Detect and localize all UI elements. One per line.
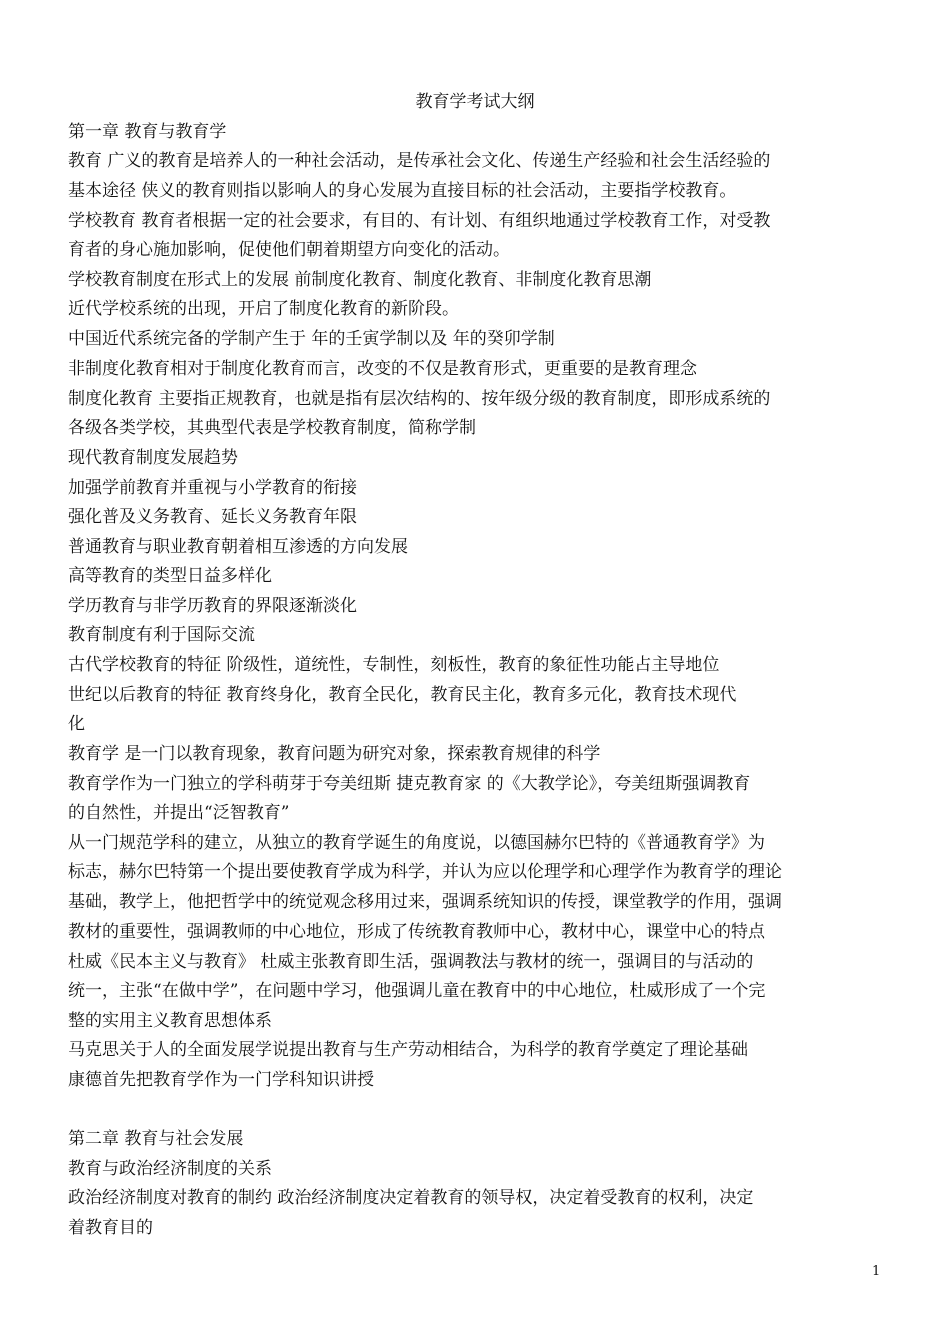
body-line: 整的实用主义教育思想体系: [68, 1011, 272, 1031]
body-line: 非制度化教育相对于制度化教育而言，改变的不仅是教育形式，更重要的是教育理念: [68, 359, 697, 379]
body-line: 学校教育制度在形式上的发展 前制度化教育、制度化教育、非制度化教育思潮: [68, 270, 652, 290]
body-line: 现代教育制度发展趋势: [68, 448, 238, 468]
body-line: 教育学作为一门独立的学科萌芽于夸美纽斯 捷克教育家 的《大教学论》，夸美纽斯强调教育: [68, 774, 751, 794]
body-line: 古代学校教育的特征 阶级性，道统性，专制性，刻板性，教育的象征性功能占主导地位: [68, 655, 720, 675]
list-item: 加强学前教育并重视与小学教育的衔接: [68, 478, 357, 498]
list-item: 教育制度有利于国际交流: [68, 625, 255, 645]
body-line: 教育学 是一门以教育现象，教育问题为研究对象，探索教育规律的科学: [68, 744, 601, 764]
list-item: 强化普及义务教育、延长义务教育年限: [68, 507, 357, 527]
page-number: 1: [872, 1264, 881, 1279]
body-line: 世纪以后教育的特征 教育终身化，教育全民化，教育民主化，教育多元化，教育技术现代: [68, 685, 737, 705]
list-item: 普通教育与职业教育朝着相互渗透的方向发展: [68, 537, 408, 557]
body-line: 基础，教学上，他把哲学中的统觉观念移用过来，强调系统知识的传授，课堂教学的作用，强调: [68, 892, 782, 912]
body-line: 学校教育 教育者根据一定的社会要求，有目的、有计划、有组织地通过学校教育工作，对受教: [68, 211, 771, 231]
body-line: 各级各类学校，其典型代表是学校教育制度，简称学制: [68, 418, 476, 438]
body-line: 教育 广义的教育是培养人的一种社会活动，是传承社会文化、传递生产经验和社会生活经验的: [68, 151, 771, 171]
body-line: 马克思关于人的全面发展学说提出教育与生产劳动相结合，为科学的教育学奠定了理论基础: [68, 1040, 748, 1060]
list-item: 高等教育的类型日益多样化: [68, 566, 272, 586]
body-line: 制度化教育 主要指正规教育，也就是指有层次结构的、按年级分级的教育制度，即形成系统的: [68, 389, 771, 409]
body-line: 政治经济制度对教育的制约 政治经济制度决定着教育的领导权，决定着受教育的权利，决定: [68, 1188, 754, 1208]
body-line: 标志，赫尔巴特第一个提出要使教育学成为科学，并认为应以伦理学和心理学作为教育学的理论: [68, 862, 782, 882]
chapter-heading: 第二章 教育与社会发展: [68, 1129, 244, 1149]
chapter-heading: 第一章 教育与教育学: [68, 122, 227, 142]
body-line: 育者的身心施加影响，促使他们朝着期望方向变化的活动。: [68, 240, 510, 260]
body-line: 着教育目的: [68, 1218, 153, 1238]
body-line: 康德首先把教育学作为一门学科知识讲授: [68, 1070, 374, 1090]
document-title: 教育学考试大纲: [415, 92, 535, 112]
list-item: 学历教育与非学历教育的界限逐渐淡化: [68, 596, 357, 616]
body-line: 杜威《民本主义与教育》 杜威主张教育即生活，强调教法与教材的统一，强调目的与活动的: [68, 952, 754, 972]
body-line: 从一门规范学科的建立，从独立的教育学诞生的角度说，以德国赫尔巴特的《普通教育学》为: [68, 833, 765, 853]
body-line: 中国近代系统完备的学制产生于 年的壬寅学制以及 年的癸卯学制: [68, 329, 555, 349]
body-line: 的自然性，并提出“泛智教育”: [68, 803, 290, 823]
body-line: 基本途径 侠义的教育则指以影响人的身心发展为直接目标的社会活动，主要指学校教育。: [68, 181, 737, 201]
body-line: 化: [68, 714, 85, 734]
body-line: 统一，主张“在做中学”，在问题中学习，他强调儿童在教育中的中心地位，杜威形成了一个完: [68, 981, 766, 1001]
body-line: 教材的重要性，强调教师的中心地位，形成了传统教育教师中心，教材中心，课堂中心的特点: [68, 922, 765, 942]
body-line: 近代学校系统的出现，开启了制度化教育的新阶段。: [68, 299, 459, 319]
body-line: 教育与政治经济制度的关系: [68, 1159, 272, 1179]
